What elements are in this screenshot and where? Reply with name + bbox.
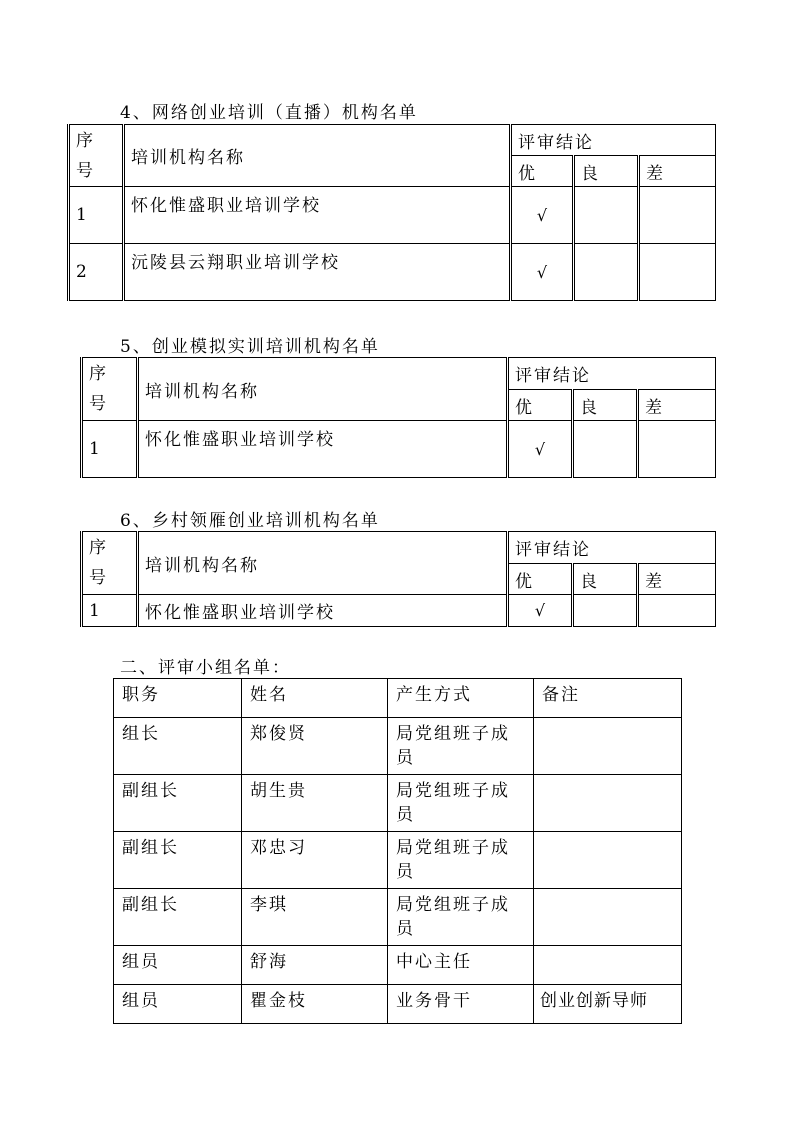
member-method: 中心主任 <box>388 946 534 985</box>
method-line1: 局党组班子成 <box>396 838 510 858</box>
row-org-name: 沅陵县云翔职业培训学校 <box>124 244 511 301</box>
header-good: 优 <box>508 390 573 421</box>
row-no: 2 <box>69 244 124 301</box>
section-4-table <box>67 124 716 301</box>
table-row <box>114 889 682 946</box>
row-no: 1 <box>69 187 124 244</box>
member-name: 舒海 <box>242 946 388 985</box>
check-mark: √ <box>511 244 574 301</box>
panel-title: 二、评审小组名单： <box>120 658 291 678</box>
method-line1: 局党组班子成 <box>396 895 510 915</box>
fair-cell <box>574 244 639 301</box>
method-line1: 局党组班子成 <box>396 724 510 744</box>
header-note: 备注 <box>534 679 682 718</box>
row-org-name: 怀化惟盛职业培训学校 <box>124 187 511 244</box>
header-seq-line2: 号 <box>76 160 95 181</box>
header-role: 职务 <box>114 679 242 718</box>
header-org-name: 培训机构名称 <box>138 358 508 421</box>
member-method <box>388 775 534 832</box>
member-method <box>388 832 534 889</box>
method-line2: 员 <box>396 862 415 882</box>
header-result: 评审结论 <box>511 125 716 156</box>
header-seq-line2: 号 <box>89 394 108 414</box>
check-mark: √ <box>508 595 573 627</box>
member-name: 郑俊贤 <box>242 718 388 775</box>
panel-table <box>113 678 682 1024</box>
member-note <box>534 946 682 985</box>
header-poor: 差 <box>638 564 716 595</box>
member-note <box>534 718 682 775</box>
method-line2: 员 <box>396 748 415 768</box>
header-org-name: 培训机构名称 <box>138 532 508 595</box>
table-row <box>82 421 716 478</box>
table-row <box>114 718 682 775</box>
member-note <box>534 832 682 889</box>
member-role: 副组长 <box>114 832 242 889</box>
member-method <box>388 889 534 946</box>
table-row <box>114 946 682 985</box>
header-seq <box>69 125 124 187</box>
check-mark: √ <box>508 421 573 478</box>
header-seq <box>82 532 138 595</box>
member-method <box>388 718 534 775</box>
member-name: 瞿金枝 <box>242 985 388 1024</box>
poor-cell <box>639 244 716 301</box>
member-name: 胡生贵 <box>242 775 388 832</box>
header-seq-line1: 序 <box>89 364 108 384</box>
member-name: 李琪 <box>242 889 388 946</box>
panel-header-row <box>114 679 682 718</box>
header-poor: 差 <box>639 156 716 187</box>
row-no: 1 <box>82 421 138 478</box>
header-good: 优 <box>511 156 574 187</box>
section-5-title: 5、创业模拟实训培训机构名单 <box>120 337 380 357</box>
member-role: 副组长 <box>114 775 242 832</box>
header-seq <box>82 358 138 421</box>
header-name: 姓名 <box>242 679 388 718</box>
row-org-name: 怀化惟盛职业培训学校 <box>138 595 508 627</box>
method-line1: 局党组班子成 <box>396 781 510 801</box>
member-role: 副组长 <box>114 889 242 946</box>
table-row <box>69 187 716 244</box>
section-5-table <box>80 357 716 478</box>
check-mark: √ <box>511 187 574 244</box>
header-org-name: 培训机构名称 <box>124 125 511 187</box>
member-name: 邓忠习 <box>242 832 388 889</box>
table-row <box>114 985 682 1024</box>
member-note: 创业创新导师 <box>534 985 682 1024</box>
header-result: 评审结论 <box>508 358 716 390</box>
section-6-table <box>80 531 716 627</box>
row-org-name: 怀化惟盛职业培训学校 <box>138 421 508 478</box>
poor-cell <box>639 187 716 244</box>
member-note <box>534 889 682 946</box>
header-result: 评审结论 <box>508 532 716 564</box>
member-method: 业务骨干 <box>388 985 534 1024</box>
header-seq-line1: 序 <box>89 538 108 558</box>
fair-cell <box>573 421 638 478</box>
row-no: 1 <box>82 595 138 627</box>
header-poor: 差 <box>638 390 716 421</box>
member-note <box>534 775 682 832</box>
header-method: 产生方式 <box>388 679 534 718</box>
header-fair: 良 <box>574 156 639 187</box>
poor-cell <box>638 595 716 627</box>
poor-cell <box>638 421 716 478</box>
member-role: 组员 <box>114 985 242 1024</box>
table-row <box>114 832 682 889</box>
method-line2: 员 <box>396 919 415 939</box>
header-seq-line1: 序 <box>76 130 95 151</box>
table-row <box>82 595 716 627</box>
header-seq-line2: 号 <box>89 568 108 588</box>
table-row <box>69 244 716 301</box>
header-fair: 良 <box>573 564 638 595</box>
fair-cell <box>574 187 639 244</box>
fair-cell <box>573 595 638 627</box>
header-good: 优 <box>508 564 573 595</box>
method-line2: 员 <box>396 805 415 825</box>
section-6-title: 6、乡村领雁创业培训机构名单 <box>120 511 380 531</box>
section-4-title: 4、网络创业培训（直播）机构名单 <box>120 103 418 123</box>
member-role: 组长 <box>114 718 242 775</box>
member-role: 组员 <box>114 946 242 985</box>
table-row <box>114 775 682 832</box>
header-fair: 良 <box>573 390 638 421</box>
